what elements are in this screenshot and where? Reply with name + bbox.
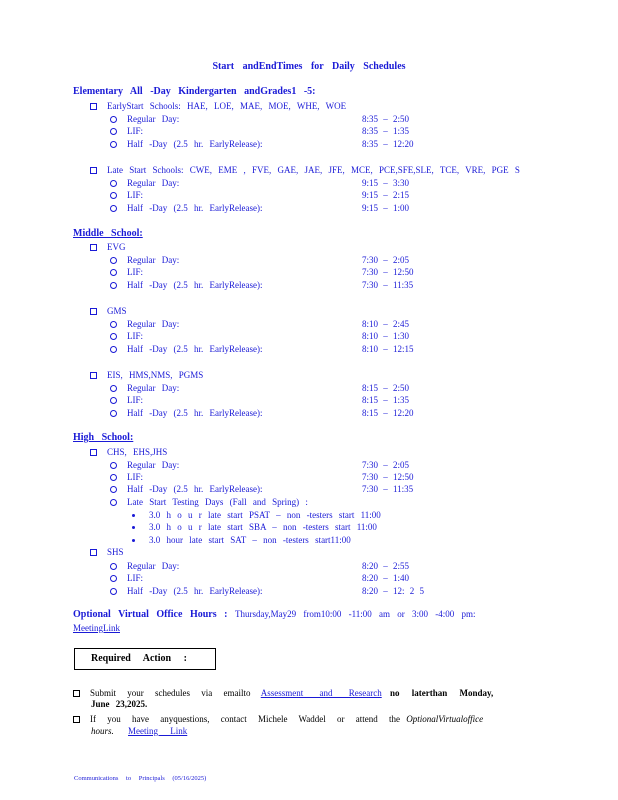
chs-half-row: Half -Day (2.5 hr. EarlyRelease): xyxy=(110,483,262,495)
late-regular-row: Regular Day: xyxy=(110,177,179,189)
gms-lif-row: LIF: xyxy=(110,330,143,342)
evg-lif-row: LIF: xyxy=(110,266,143,278)
eis-regular-row: Regular Day: xyxy=(110,382,179,394)
page-title: Start andEndTimes for Daily Schedules xyxy=(212,61,406,72)
gms-half-row: Half -Day (2.5 hr. EarlyRelease): xyxy=(110,343,262,355)
meeting-link[interactable]: MeetingLink xyxy=(73,623,120,633)
evg-item: EVG xyxy=(90,241,126,253)
eis-half-row: Half -Day (2.5 hr. EarlyRelease): xyxy=(110,407,262,419)
circle-bullet-icon xyxy=(110,192,117,199)
required-action-box: Required Action : xyxy=(74,648,216,670)
eis-regular-time: 8:15 – 2:50 xyxy=(362,383,410,393)
chs-regular-time: 7:30 – 2:05 xyxy=(362,460,410,470)
circle-bullet-icon xyxy=(110,269,117,276)
late-lif-time: 9:15 – 2:15 xyxy=(362,190,410,200)
gms-regular-row: Regular Day: xyxy=(110,318,179,330)
testing-psat: 3.0 h o u r late start PSAT – non -testers start 11:00 xyxy=(132,509,381,521)
gms-lif-time: 8:10 – 1:30 xyxy=(362,331,410,341)
evg-lif-time: 7:30 – 12:50 xyxy=(362,267,414,277)
square-bullet-icon xyxy=(90,103,97,110)
square-bullet-icon xyxy=(90,449,97,456)
chs-item: CHS, EHS,JHS xyxy=(90,446,167,458)
testing-sba: 3.0 h o u r late start SBA – non -testers start 11:00 xyxy=(132,521,377,533)
circle-bullet-icon xyxy=(110,410,117,417)
circle-bullet-icon xyxy=(110,462,117,469)
elementary-heading: Elementary All -Day Kindergarten andGrades1 -5: xyxy=(73,86,316,97)
square-bullet-icon xyxy=(90,308,97,315)
circle-bullet-icon xyxy=(110,499,117,506)
evg-regular-row: Regular Day: xyxy=(110,254,179,266)
early-half-row: Half -Day (2.5 hr. EarlyRelease): xyxy=(110,138,262,150)
circle-bullet-icon xyxy=(110,321,117,328)
circle-bullet-icon xyxy=(110,128,117,135)
circle-bullet-icon xyxy=(110,205,117,212)
meeting-link-2[interactable]: Meeting Link xyxy=(128,726,188,736)
early-regular-time: 8:35 – 2:50 xyxy=(362,114,410,124)
assessment-research-link[interactable]: Assessment and Research xyxy=(260,688,382,698)
circle-bullet-icon xyxy=(110,575,117,582)
circle-bullet-icon xyxy=(110,346,117,353)
circle-bullet-icon xyxy=(110,486,117,493)
action-item-2: If you have anyquestions, contact Michele Waddel or attend the OptionalVirtualoffice xyxy=(73,713,483,725)
footer-text: Communications to Principals (05/16/2025) xyxy=(74,775,207,782)
circle-bullet-icon xyxy=(110,141,117,148)
square-bullet-icon xyxy=(73,690,80,697)
shs-half-row: Half -Day (2.5 hr. EarlyRelease): xyxy=(110,585,262,597)
shs-lif-time: 8:20 – 1:40 xyxy=(362,573,410,583)
chs-half-time: 7:30 – 11:35 xyxy=(362,484,414,494)
late-half-row: Half -Day (2.5 hr. EarlyRelease): xyxy=(110,202,262,214)
virtual-hours-details: Thursday,May29 from10:00 -11:00 am or 3:00 -4:00 pm: xyxy=(234,609,476,619)
virtual-hours-heading: Optional Virtual Office Hours : xyxy=(73,609,228,620)
action-item-1: Submit your schedules via emailto Assessment and Research no laterthan Monday, xyxy=(73,687,493,699)
high-heading: High School: xyxy=(73,432,134,443)
evg-regular-time: 7:30 – 2:05 xyxy=(362,255,410,265)
eis-item: EIS, HMS,NMS, PGMS xyxy=(90,369,203,381)
shs-half-time: 8:20 – 12: 2 5 xyxy=(362,586,425,596)
gms-regular-time: 8:10 – 2:45 xyxy=(362,319,410,329)
late-start-item: Late Start Schools: CWE, EME , FVE, GAE, JAE, JFE, MCE, PCE,SFE,SLE, TCE, VRE, PGE S xyxy=(90,164,520,176)
eis-lif-time: 8:15 – 1:35 xyxy=(362,395,410,405)
square-bullet-icon xyxy=(90,244,97,251)
circle-bullet-icon xyxy=(110,397,117,404)
shs-regular-time: 8:20 – 2:55 xyxy=(362,561,410,571)
chs-lif-row: LIF: xyxy=(110,471,143,483)
evg-half-time: 7:30 – 11:35 xyxy=(362,280,414,290)
circle-bullet-icon xyxy=(110,563,117,570)
circle-bullet-icon xyxy=(110,588,117,595)
circle-bullet-icon xyxy=(110,180,117,187)
late-regular-time: 9:15 – 3:30 xyxy=(362,178,410,188)
circle-bullet-icon xyxy=(110,116,117,123)
evg-half-row: Half -Day (2.5 hr. EarlyRelease): xyxy=(110,279,262,291)
circle-bullet-icon xyxy=(110,333,117,340)
action-item-2-line2: hours. Meeting Link xyxy=(91,726,188,736)
early-half-time: 8:35 – 12:20 xyxy=(362,139,414,149)
square-bullet-icon xyxy=(90,372,97,379)
gms-half-time: 8:10 – 12:15 xyxy=(362,344,414,354)
chs-lif-time: 7:30 – 12:50 xyxy=(362,472,414,482)
early-lif-time: 8:35 – 1:35 xyxy=(362,126,410,136)
early-regular-row: Regular Day: xyxy=(110,113,179,125)
virtual-hours xyxy=(73,609,476,620)
square-bullet-icon xyxy=(90,549,97,556)
gms-item: GMS xyxy=(90,305,127,317)
circle-bullet-icon xyxy=(110,257,117,264)
square-bullet-icon xyxy=(90,167,97,174)
late-lif-row: LIF: xyxy=(110,189,143,201)
action-deadline: June 23,2025. xyxy=(91,699,148,709)
square-bullet-icon xyxy=(73,716,80,723)
shs-regular-row: Regular Day: xyxy=(110,560,179,572)
circle-bullet-icon xyxy=(110,385,117,392)
chs-regular-row: Regular Day: xyxy=(110,459,179,471)
early-lif-row: LIF: xyxy=(110,125,143,137)
eis-lif-row: LIF: xyxy=(110,394,143,406)
shs-item: SHS xyxy=(90,546,124,558)
eis-half-time: 8:15 – 12:20 xyxy=(362,408,414,418)
circle-bullet-icon xyxy=(110,474,117,481)
early-start-item: EarlyStart Schools: HAE, LOE, MAE, MOE, WHE, WOE xyxy=(90,100,346,112)
dot-bullet-icon xyxy=(132,526,135,529)
dot-bullet-icon xyxy=(132,514,135,517)
dot-bullet-icon xyxy=(132,539,135,542)
late-half-time: 9:15 – 1:00 xyxy=(362,203,410,213)
circle-bullet-icon xyxy=(110,282,117,289)
testing-days-row: Late Start Testing Days (Fall and Spring) : xyxy=(110,496,308,508)
middle-heading: Middle School: xyxy=(73,228,143,239)
testing-sat: 3.0 hour late start SAT – non -testers start11:00 xyxy=(132,534,351,546)
shs-lif-row: LIF: xyxy=(110,572,143,584)
